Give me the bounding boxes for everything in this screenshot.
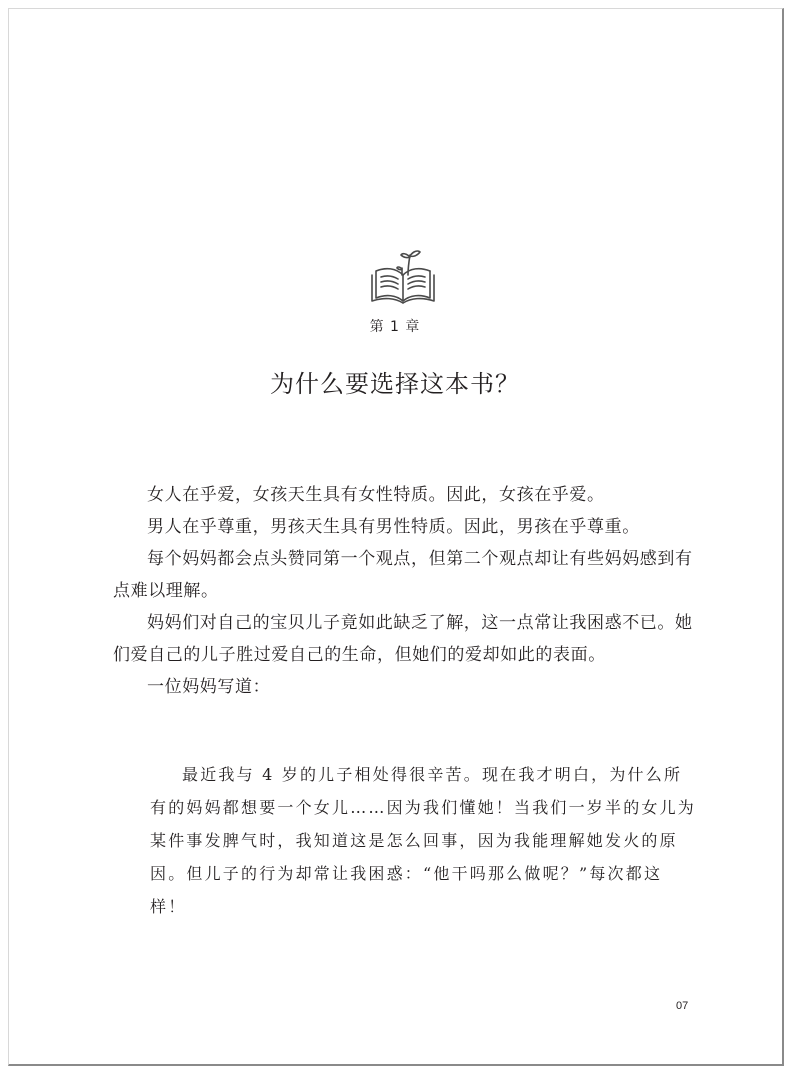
- page-number: 07: [676, 1000, 689, 1012]
- body-text: [113, 479, 703, 703]
- paragraph: 妈妈们对自己的宝贝儿子竟如此缺乏了解，这一点常让我困惑不已。她们爱自己的儿子胜过爱自己的生命，但她们的爱却如此的表面。: [113, 613, 693, 665]
- quoted-letter: [150, 758, 696, 923]
- paragraph: 每个妈妈都会点头赞同第一个观点，但第二个观点却让有些妈妈感到有点难以理解。: [113, 549, 693, 601]
- open-book-sprout-icon: [368, 245, 438, 307]
- paragraph: 女人在乎爱，女孩天生具有女性特质。因此，女孩在乎爱。: [147, 485, 605, 505]
- chapter-title: 为什么要选择这本书？: [270, 370, 520, 398]
- paragraph: 一位妈妈写道：: [147, 677, 271, 697]
- quote-text: 最近我与 4 岁的儿子相处得很辛苦。现在我才明白，为什么所有的妈妈都想要一个女儿……因为我们懂她！当我们一岁半的女儿为某件事发脾气时，我知道这是怎么回事，因为我能理解她发火的原因。但儿子的行为却常让我困惑：“他干吗那么做呢？”每次都这样！: [150, 765, 697, 916]
- chapter-number: 第 1 章: [369, 319, 421, 335]
- paragraph: 男人在乎尊重，男孩天生具有男性特质。因此，男孩在乎尊重。: [147, 517, 640, 537]
